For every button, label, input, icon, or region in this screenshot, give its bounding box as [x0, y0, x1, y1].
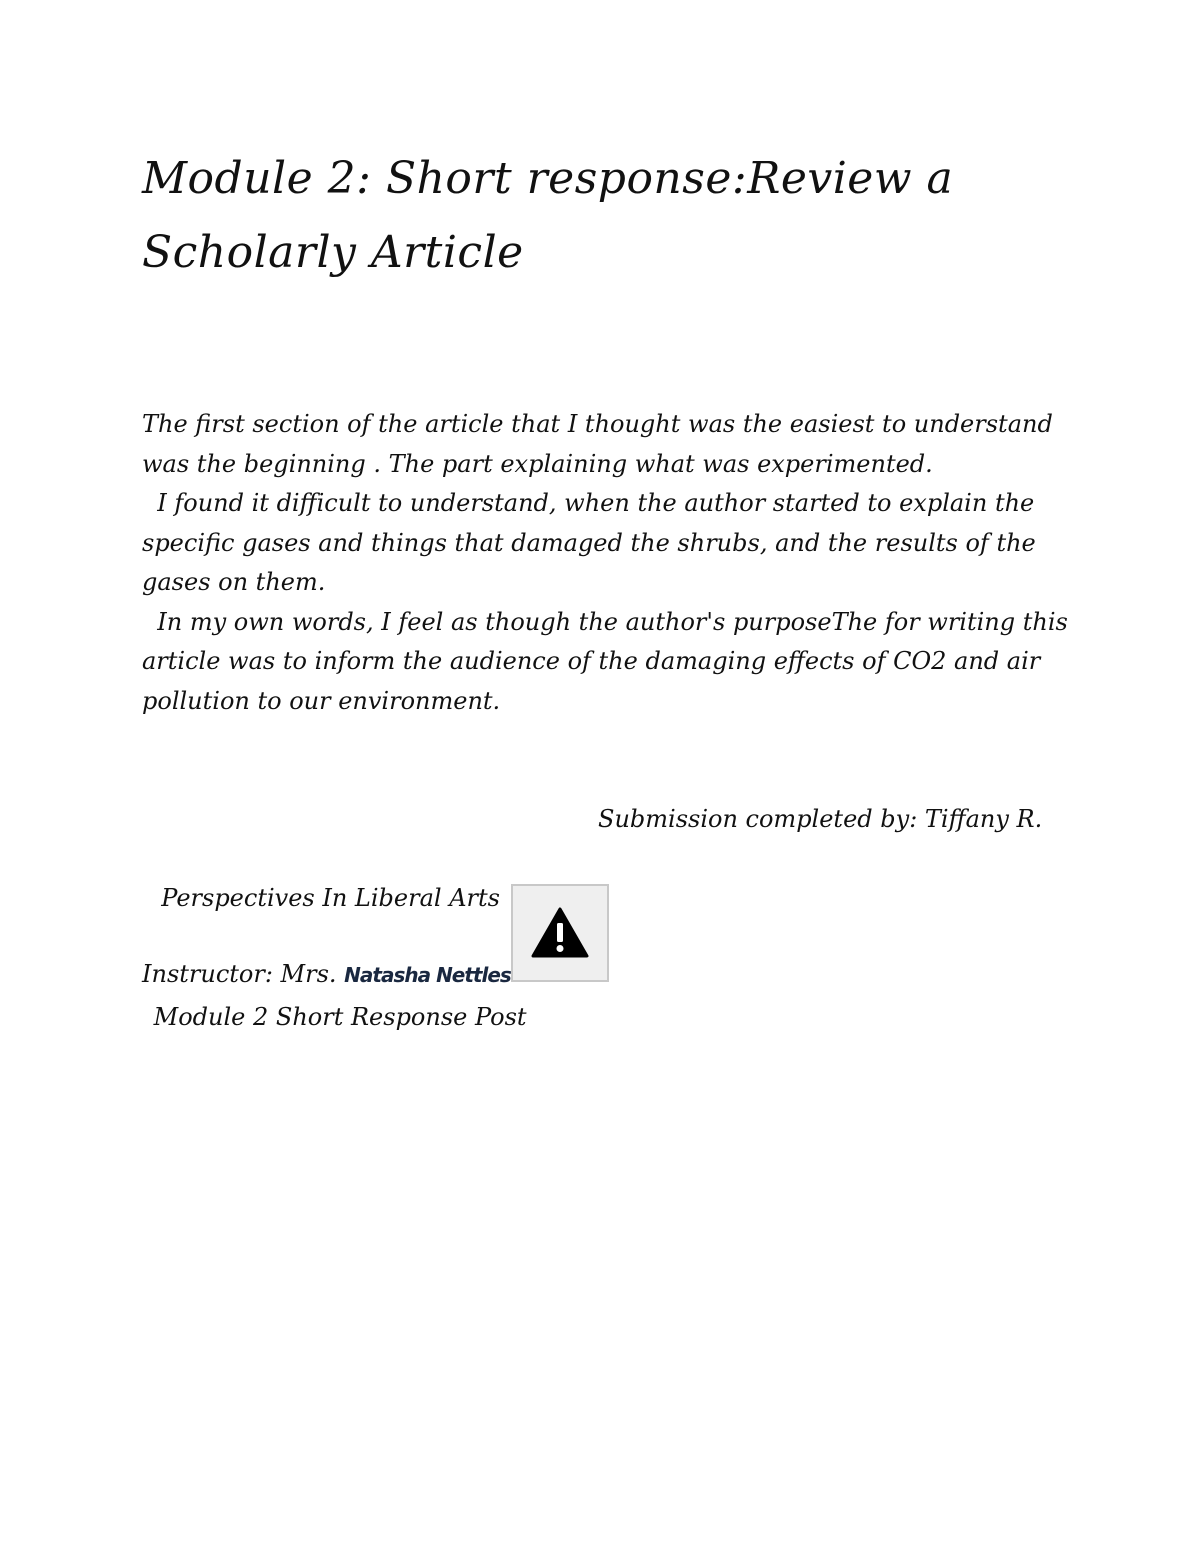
paragraph-1: The first section of the article that I thought was the easiest to understand was the beginning . The part explaining what was experimented.: [142, 410, 1061, 478]
instructor-line: [142, 954, 511, 995]
instructor-label: Instructor: Mrs.: [142, 960, 345, 988]
submission-info: Submission completed by: Tiffany R.: [598, 805, 1043, 833]
warning-icon: [531, 907, 589, 959]
instructor-name: Natasha Nettles: [344, 963, 511, 987]
broken-image-placeholder: [511, 884, 609, 982]
document-title: Module 2: Short response:Review a Scholarly Article: [142, 153, 954, 278]
post-type: Module 2 Short Response Post: [146, 1002, 527, 1031]
paragraph-2: I found it difficult to understand, when the author started to explain the specific gases and things that damaged the shrubs, and the results of the gases on them.: [142, 489, 1044, 596]
course-name: Perspectives In Liberal Arts: [146, 884, 500, 912]
document-body: [142, 405, 1076, 721]
paragraph-3: In my own words, I feel as though the author's purposeThe for writing this article was to inform the audience of the damaging effects of CO2 and air pollution to our environment.: [142, 607, 1076, 715]
